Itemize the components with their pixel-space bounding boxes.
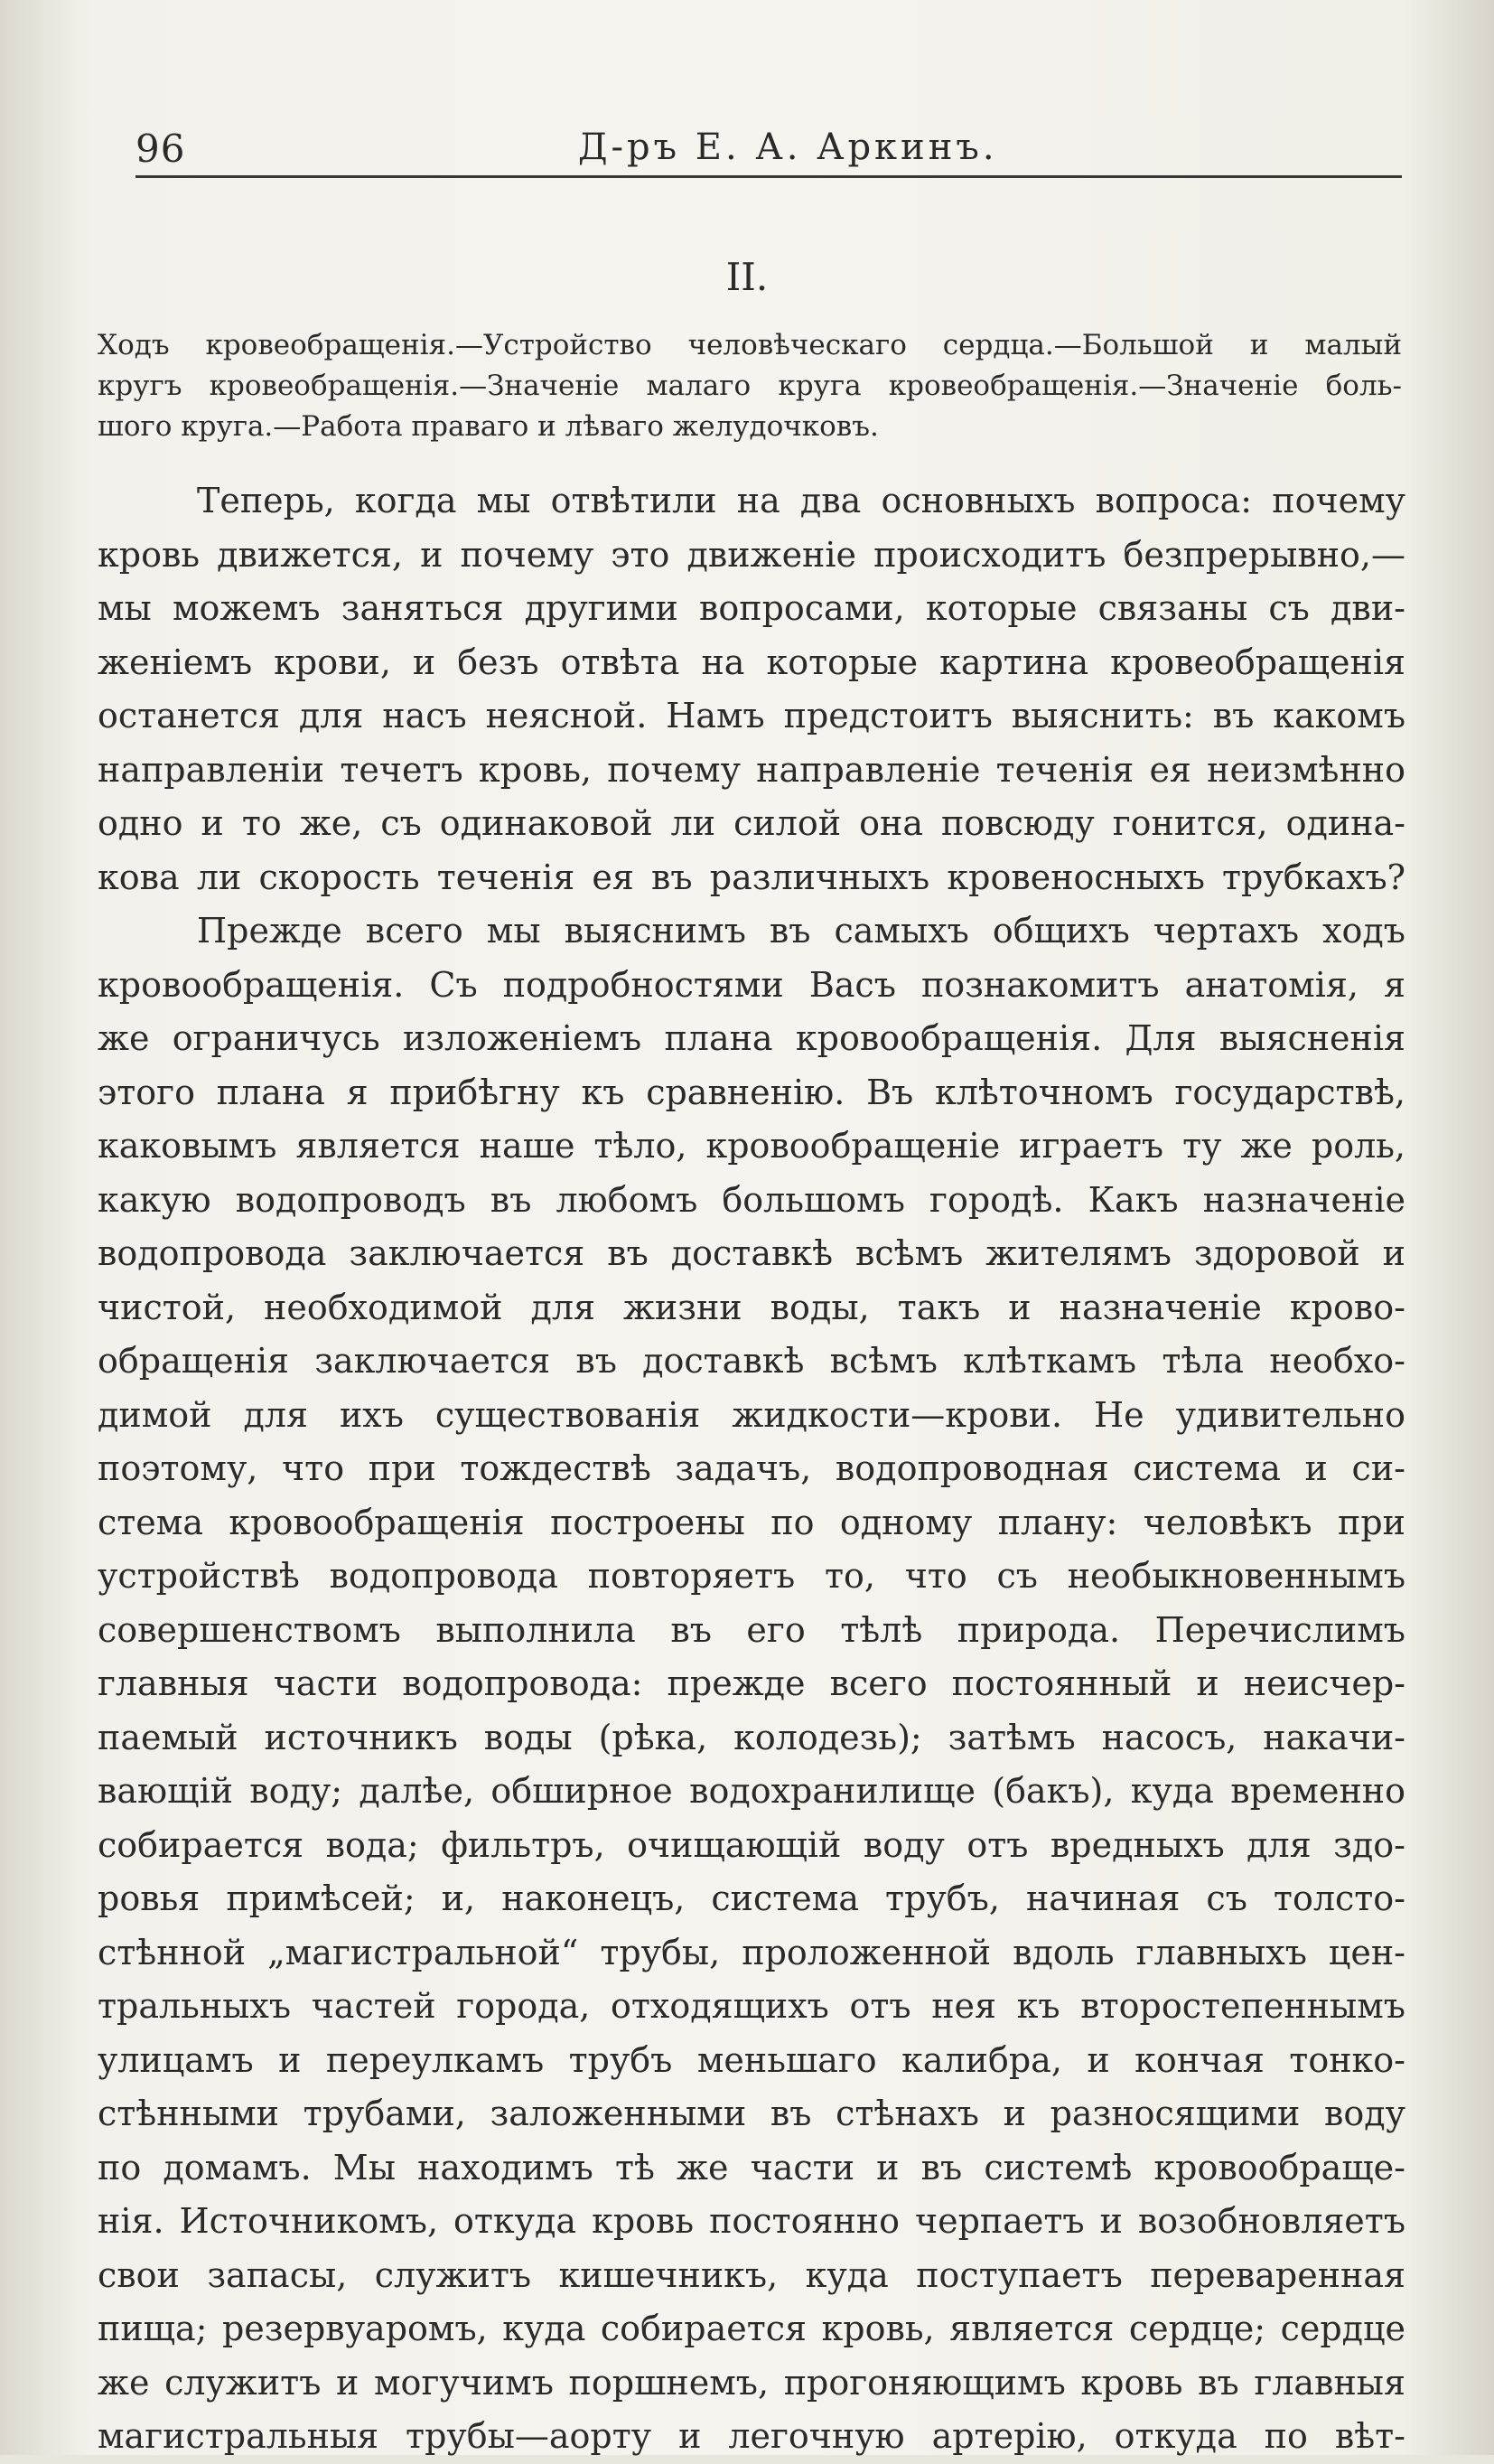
text-line: Прежде всего мы выяснимъ въ самыхъ общихъ чертахъ ходъ bbox=[197, 911, 1405, 951]
text-line: совершенствомъ выполнила въ его тѣлѣ природа. Перечислимъ bbox=[98, 1609, 1405, 1650]
text-line: стема кровообращенія построены по одному плану: человѣкъ при bbox=[98, 1502, 1405, 1542]
text-line: димой для ихъ существованія жидкости—крови. Не удивительно bbox=[98, 1394, 1405, 1435]
page-header bbox=[135, 126, 1400, 173]
text-line: направленіи течетъ кровь, почему направленіе теченія ея неизмѣнно bbox=[98, 749, 1405, 790]
summary-line: шого круга.—Работа праваго и лѣваго желудочковъ. bbox=[98, 410, 879, 443]
text-line: одно и то же, съ одинаковой ли силой она повсюду гонится, одина- bbox=[98, 803, 1405, 843]
text-line: женіемъ крови, и безъ отвѣта на которые картина кровеобращенія bbox=[98, 642, 1405, 682]
text-line: пища; резервуаромъ, куда собирается кровь, является сердце; сердце bbox=[98, 2309, 1405, 2348]
text-line: вающій воду; далѣе, обширное водохранилище (бакъ), куда временно bbox=[98, 1771, 1405, 1811]
text-line: улицамъ и переулкамъ трубъ меньшаго калибра, и кончая тонко- bbox=[98, 2039, 1405, 2080]
text-line: чистой, необходимой для жизни воды, такъ и назначеніе крово- bbox=[98, 1287, 1405, 1327]
text-line: же служитъ и могучимъ поршнемъ, прогоняющимъ кровь въ главныя bbox=[98, 2362, 1405, 2403]
text-line: кровообращенія. Съ подробностями Васъ познакомитъ анатомія, я bbox=[98, 964, 1405, 1005]
text-line: паемый источникъ воды (рѣка, колодезь); затѣмъ насосъ, накачи- bbox=[98, 1717, 1405, 1757]
text-line: по домамъ. Мы находимъ тѣ же части и въ системѣ кровообраще- bbox=[98, 2147, 1405, 2188]
text-line: останется для насъ неясной. Намъ предстоитъ выяснить: въ какомъ bbox=[98, 696, 1405, 735]
text-line: главныя части водопровода: прежде всего постоянный и неисчер- bbox=[98, 1663, 1405, 1703]
text-line: поэтому, что при тождествѣ задачъ, водопроводная система и си- bbox=[98, 1448, 1405, 1488]
text-line: стѣнной „магистральной“ трубы, проложенной вдоль главныхъ цен- bbox=[98, 1932, 1405, 1972]
page-number: 96 bbox=[135, 126, 186, 171]
paragraph-1 bbox=[98, 474, 1405, 904]
text-line: свои запасы, служитъ кишечникъ, куда поступаетъ переваренная bbox=[98, 2254, 1405, 2295]
body-text bbox=[98, 474, 1405, 2464]
text-line: собирается вода; фильтръ, очищающій воду отъ вредныхъ для здо- bbox=[98, 1824, 1405, 1865]
text-line: устройствѣ водопровода повторяетъ то, что съ необыкновеннымъ bbox=[98, 1556, 1405, 1596]
text-line: каковымъ является наше тѣло, кровообращеніе играетъ ту же роль, bbox=[98, 1126, 1405, 1166]
text-line: кова ли скорость теченія ея въ различныхъ кровеносныхъ трубкахъ? bbox=[98, 857, 1405, 897]
text-line: магистральныя трубы—аорту и легочную артерію, откуда по вѣт- bbox=[98, 2416, 1405, 2456]
running-title: Д-ръ Е. А. Аркинъ. bbox=[578, 126, 998, 168]
section-summary bbox=[98, 325, 1402, 447]
section-number: II. bbox=[725, 255, 769, 299]
header-rule bbox=[135, 175, 1402, 178]
text-line: стѣнными трубами, заложенными въ стѣнахъ и разносящими воду bbox=[98, 2094, 1405, 2133]
text-line: какую водопроводъ въ любомъ большомъ городѣ. Какъ назначеніе bbox=[98, 1179, 1405, 1220]
text-line: водопровода заключается въ доставкѣ всѣмъ жителямъ здоровой и bbox=[98, 1233, 1405, 1273]
text-line: кровь движется, и почему это движеніе происходитъ безпрерывно,— bbox=[98, 534, 1405, 575]
summary-line: Ходъ кровеобращенія.—Устройство человѣческаго сердца.—Большой и малый bbox=[98, 329, 1402, 361]
text-line: же ограничусь изложеніемъ плана кровообращенія. Для выясненія bbox=[98, 1018, 1405, 1058]
text-line: нія. Источникомъ, откуда кровь постоянно черпаетъ и возобновляетъ bbox=[98, 2201, 1405, 2241]
text-line: обращенія заключается въ доставкѣ всѣмъ клѣткамъ тѣла необхо- bbox=[98, 1341, 1405, 1381]
paragraph-2 bbox=[98, 904, 1405, 2464]
text-line: мы можемъ заняться другими вопросами, которые связаны съ дви- bbox=[98, 588, 1405, 628]
text-line: этого плана я прибѣгну къ сравненію. Въ клѣточномъ государствѣ, bbox=[98, 1072, 1405, 1112]
text-line: тральныхъ частей города, отходящихъ отъ нея къ второстепеннымъ bbox=[98, 1986, 1405, 2026]
summary-line: кругъ кровеобращенія.—Значеніе малаго круга кровеобращенія.—Значеніе боль- bbox=[98, 370, 1402, 402]
text-line: ровья примѣсей; и, наконецъ, система трубъ, начиная съ толсто- bbox=[98, 1878, 1405, 1918]
text-line: Теперь, когда мы отвѣтили на два основныхъ вопроса: почему bbox=[197, 481, 1405, 520]
